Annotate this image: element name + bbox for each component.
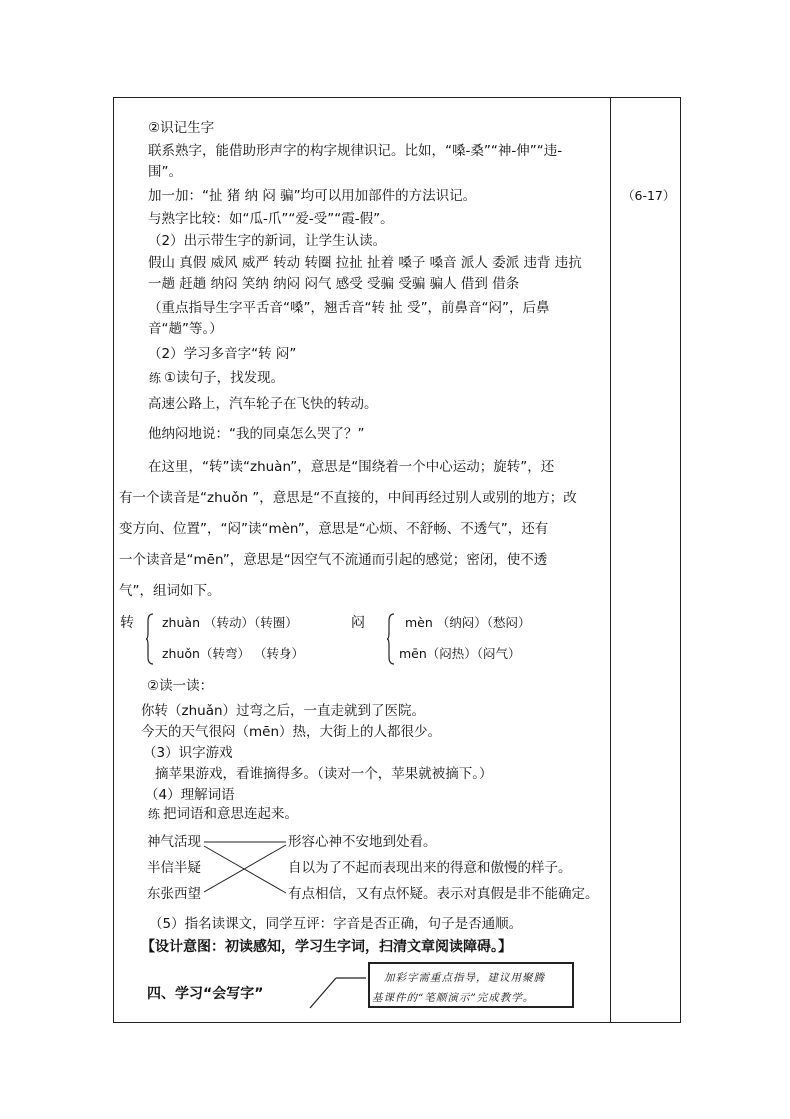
line-19: 气”，组词如下。 [119, 583, 221, 599]
practice-icon: 练 [148, 371, 161, 385]
line-2: 联系熟字，能借助形声字的构字规律识记。比如，“嗓-桑”“神-伸”“违- [148, 143, 563, 159]
line-11: （2）学习多音字“转 闷” [148, 346, 297, 362]
teaching-note-line-1: 加彩字需重点指导，建议用聚腾 [384, 972, 545, 984]
line-14: 他纳闷地说：“我的同桌怎么哭了？” [148, 426, 365, 442]
section-heading: 四、学习“会写字” [147, 986, 264, 1002]
match-right-3: 有点相信，又有点怀疑。表示对真假是非不能确定。 [288, 886, 599, 902]
lower-6: （4）理解词语 [145, 787, 235, 803]
lower-4: （3）识字游戏 [143, 745, 233, 761]
line-4: 加一加：“扯 猪 纳 闷 骗”均可以用加部件的方法识记。 [148, 188, 477, 204]
match-right-1: 形容心神不安地到处看。 [288, 834, 437, 850]
teaching-note-line-2: 基课件的“笔顺演示”完成教学。 [372, 992, 535, 1004]
lower-3: 今天的天气很闷（mēn）热，大街上的人都很少。 [141, 724, 442, 740]
side-note: （6-17） [622, 188, 676, 203]
zhuan-char: 转 [120, 615, 134, 631]
line-1: ②识记生字 [148, 120, 215, 136]
line-18: 一个读音是“mēn”，意思是“因空气不流通而引起的感觉；密闭，使不透 [119, 552, 548, 568]
match-left-2: 半信半疑 [147, 860, 201, 876]
lower-5: 摘苹果游戏，看谁摘得多。（读对一个，苹果就被摘下。） [155, 766, 493, 782]
match-left-3: 东张西望 [147, 886, 201, 902]
lower-7: 把词语和意思连起来。 [163, 806, 298, 822]
match-left-1: 神气活现 [147, 834, 201, 850]
zhuan-brace [146, 613, 154, 665]
line-12: ①读句子，找发现。 [164, 370, 285, 386]
tail-1: （5）指名读课文，同学互评：字音是否正确，句子是否通顺。 [149, 916, 523, 932]
men-brace [387, 613, 395, 665]
men-reading-2: mēn（闷热）（闷气） [399, 646, 521, 661]
line-15: 在这里，“转”读“zhuàn”，意思是“围绕着一个中心运动；旋转”，还 [148, 459, 555, 475]
line-10: 音“趟”等。） [148, 321, 223, 337]
line-9: （重点指导生字平舌音“嗓”，翘舌音“转 扯 受”，前鼻音“闷”，后鼻 [148, 300, 550, 316]
lower-1: ②读一读： [147, 678, 214, 694]
line-17: 变方向、位置”，“闷”读“mèn”，意思是“心烦、不舒畅、不透气”，还有 [119, 521, 549, 537]
zhuan-reading-2: zhuǒn（转弯） （转身） [162, 646, 304, 661]
column-divider [610, 97, 611, 1023]
design-intent: 【设计意图：初读感知，学习生字词，扫清文章阅读障碍。】 [141, 939, 512, 955]
line-5: 与熟字比较：如“瓜-爪”“爱-受”“霞-假”。 [148, 211, 394, 227]
zhuan-reading-1: zhuàn （转动）（转圈） [162, 615, 298, 630]
line-7: 假山 真假 威风 威严 转动 转圈 拉扯 扯着 嗓子 嗓音 派人 委派 违背 违抗 [148, 255, 582, 271]
line-13: 高速公路上，汽车轮子在飞快的转动。 [148, 396, 378, 412]
line-16: 有一个读音是“zhuǒn ”，意思是“不直接的，中间再经过别人或别的地方；改 [119, 490, 577, 506]
men-char: 闷 [351, 615, 365, 631]
lower-2: 你转（zhuǎn）过弯之后，一直走就到了医院。 [141, 703, 426, 719]
line-3: 围”。 [148, 164, 182, 180]
practice-icon-2: 练 [147, 807, 160, 821]
men-reading-1: mèn （纳闷）（愁闷） [405, 615, 531, 630]
line-8: 一趟 赶趟 纳闷 笑纳 纳闷 闷气 感受 受骗 受骗 骗人 借到 借条 [148, 276, 520, 292]
line-6: （2）出示带生字的新词，让学生认读。 [148, 233, 387, 249]
match-right-2: 自以为了不起而表现出来的得意和傲慢的样子。 [288, 860, 572, 876]
